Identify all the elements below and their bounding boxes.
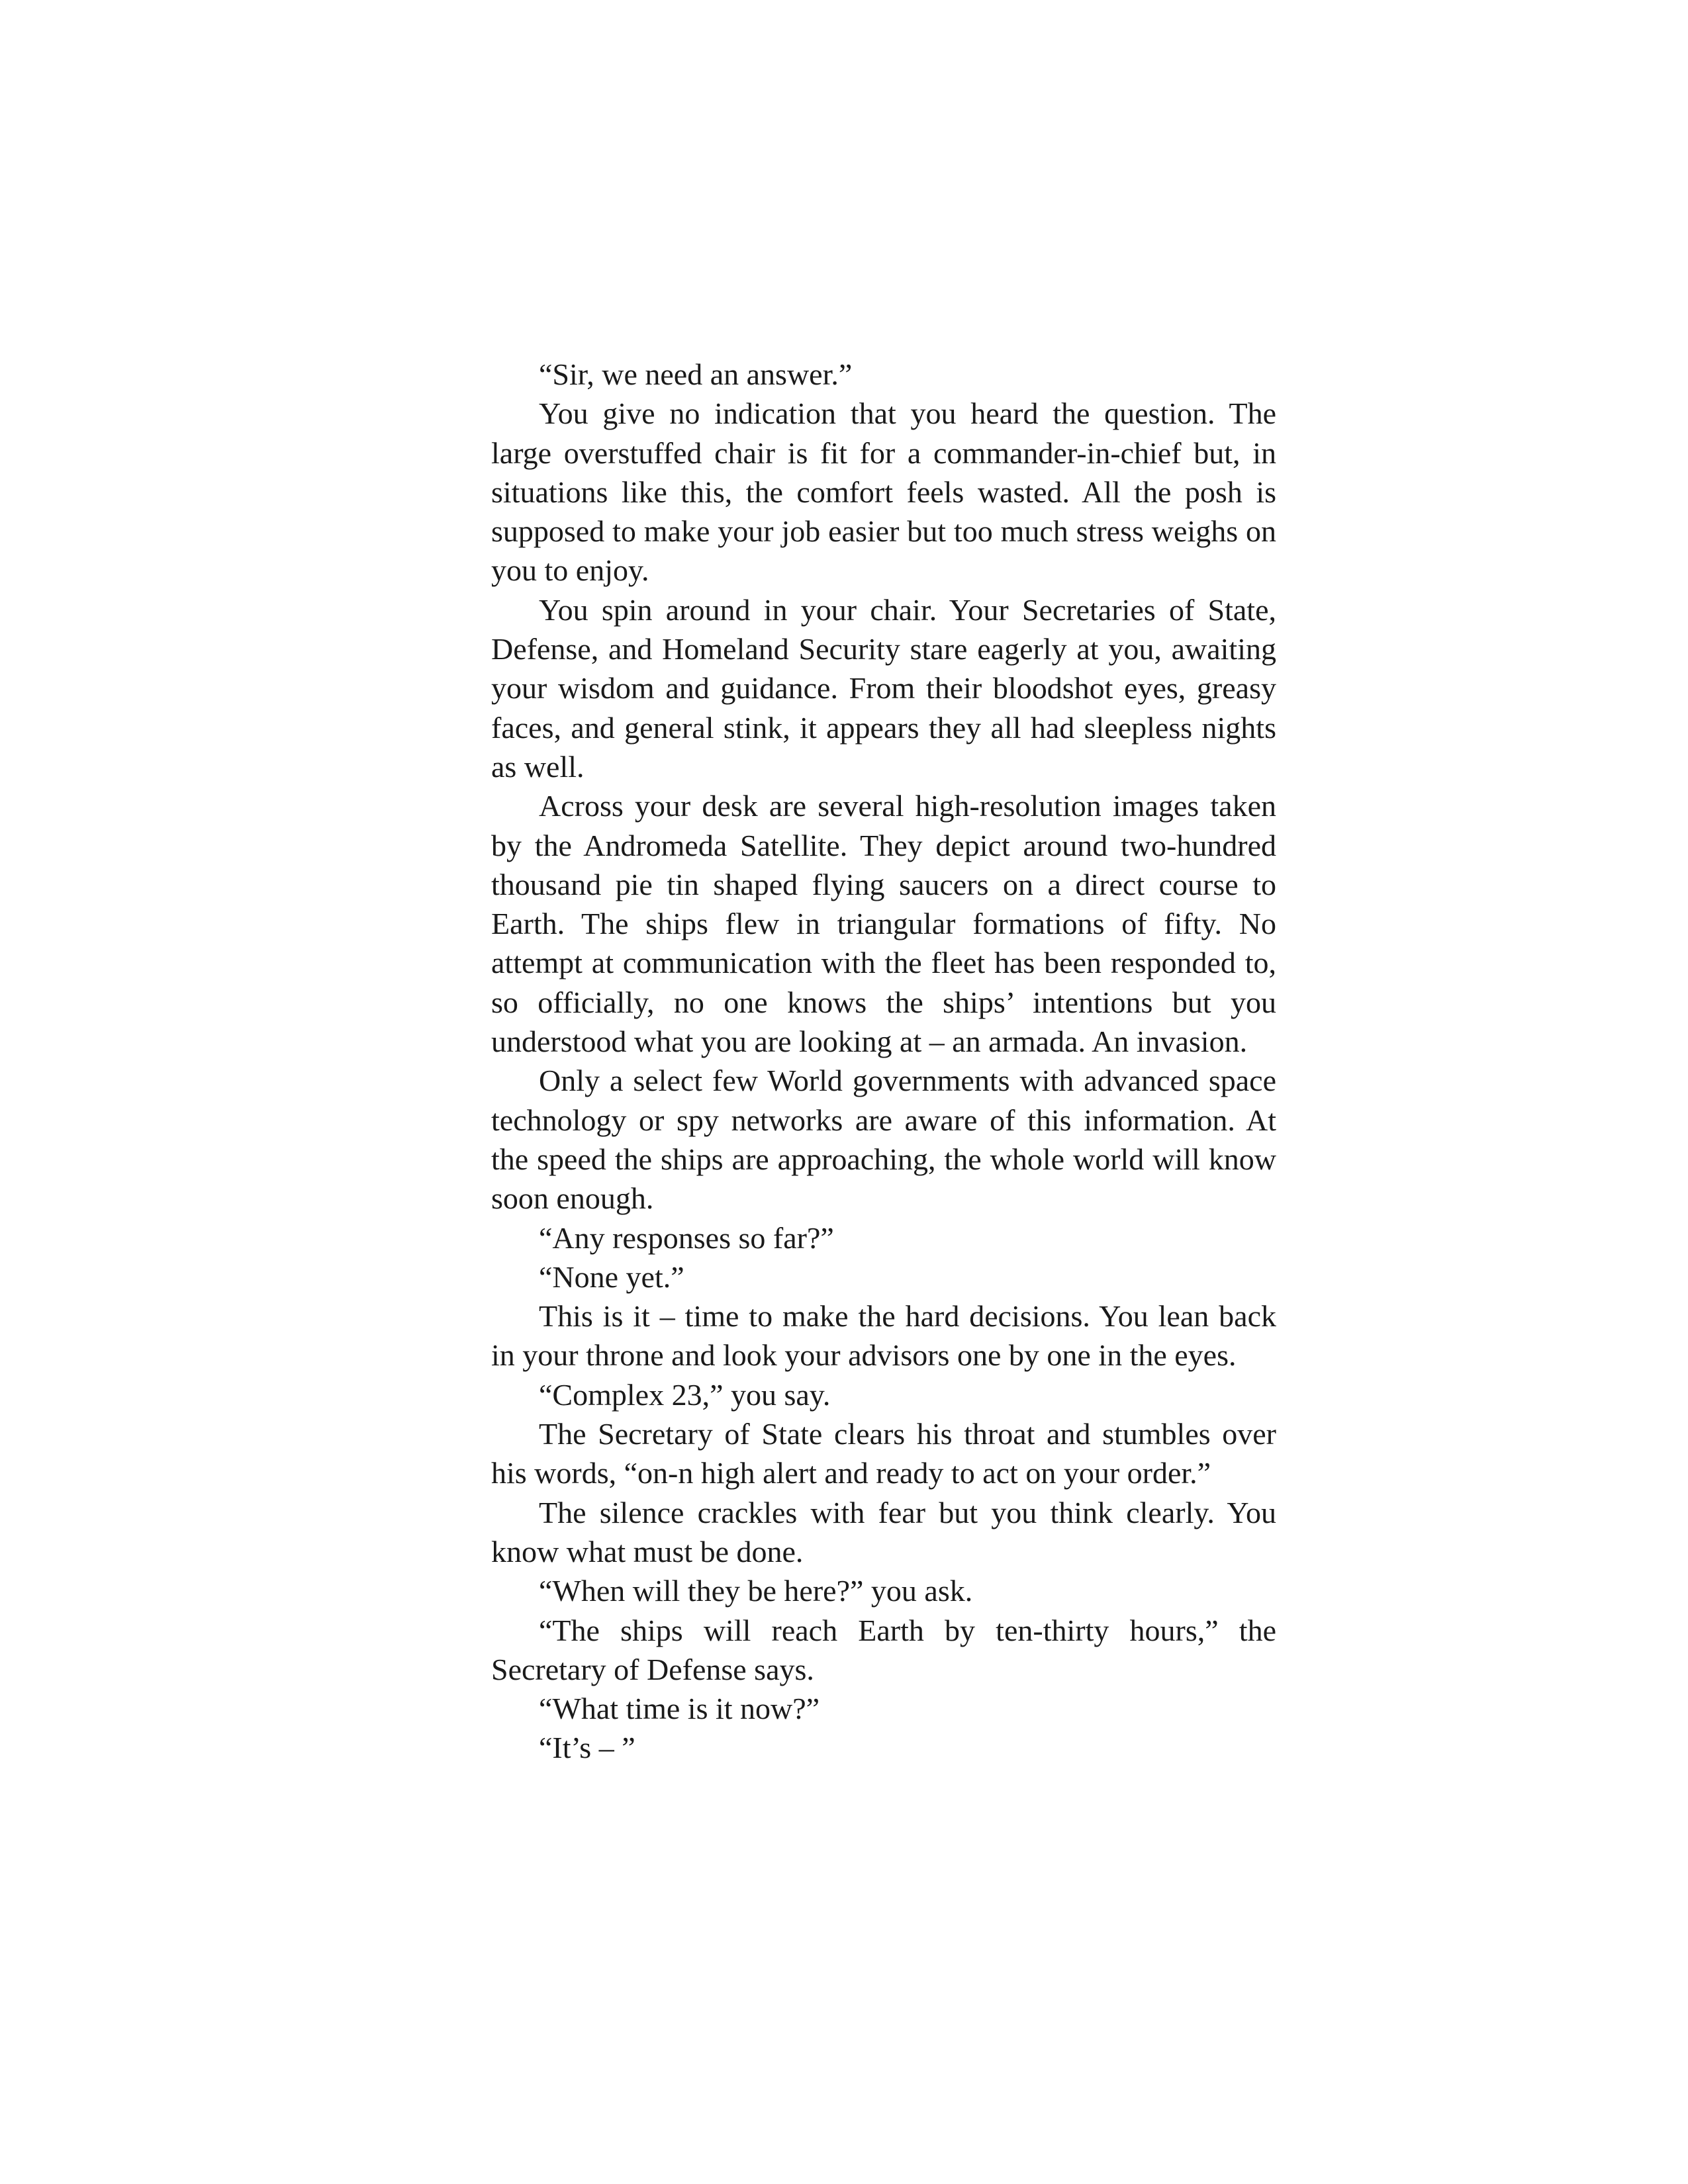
paragraph: “What time is it now?” [539, 1692, 820, 1726]
paragraph: “Sir, we need an answer.” [539, 357, 853, 391]
paragraph: Across your desk are several high-resolution images taken by the Andromeda Satellite. They depict around two-hundred thousand pie tin shaped flying saucers on a direct course to Earth. The ships flew in triangular formations of fifty. No attempt at communication with the fleet has been responded to, so officially, no one knows the ships’ intentions but you understood what you are looking at – an armada. An invasion. [491, 789, 1276, 1059]
paragraph: “Complex 23,” you say. [539, 1377, 831, 1412]
body-text [491, 355, 1276, 1768]
paragraph: Only a select few World governments with advanced space technology or spy networks are aware of this information. At the speed the ships are approaching, the whole world will know soon enough. [491, 1064, 1276, 1216]
paragraph: “The ships will reach Earth by ten-thirty hours,” the Secretary of Defense says. [491, 1613, 1276, 1686]
paragraph: The silence crackles with fear but you think clearly. You know what must be done. [491, 1495, 1276, 1569]
paragraph: You spin around in your chair. Your Secretaries of State, Defense, and Homeland Security stare eagerly at you, awaiting your wisdom and guidance. From their bloodshot eyes, greasy faces, and general stink, it appears they all had sleepless nights as well. [491, 592, 1276, 784]
paragraph: “None yet.” [539, 1259, 684, 1294]
paragraph: “Any responses so far?” [539, 1220, 834, 1255]
paragraph: “When will they be here?” you ask. [539, 1574, 973, 1608]
paragraph: “It’s – ” [539, 1731, 635, 1765]
paragraph: You give no indication that you heard the question. The large overstuffed chair is fit for a commander-in-chief but, in situations like this, the comfort feels wasted. All the posh is supposed to make your job easier but too much stress weighs on you to enjoy. [491, 396, 1276, 588]
paragraph: This is it – time to make the hard decisions. You lean back in your throne and look your advisors one by one in the eyes. [491, 1299, 1276, 1373]
paragraph: The Secretary of State clears his throat and stumbles over his words, “on-n high alert and ready to act on your order.” [491, 1417, 1276, 1490]
